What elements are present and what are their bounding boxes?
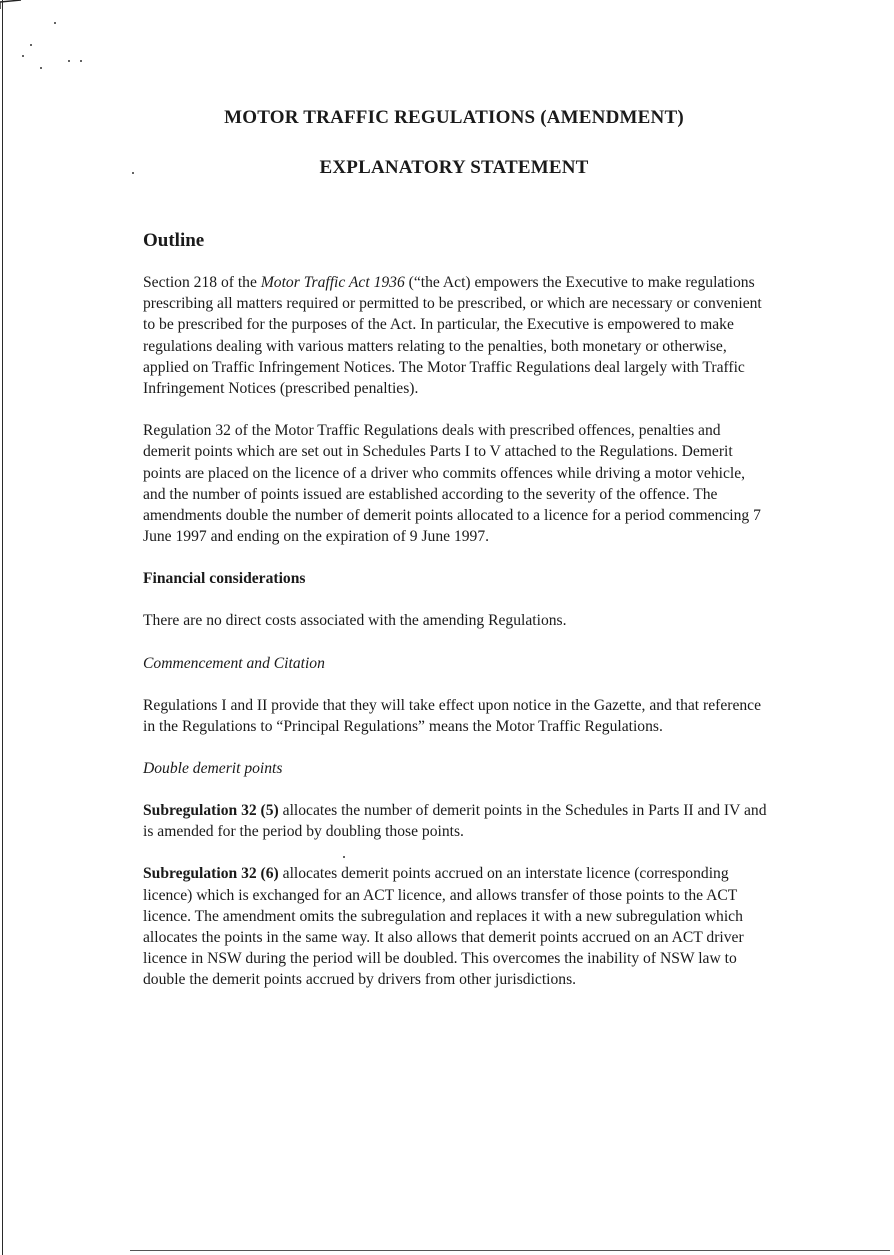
subregulation-5-lead: Subregulation 32 (5): [143, 802, 279, 820]
para1-before: Section 218 of the: [143, 274, 261, 291]
outline-paragraph-2: Regulation 32 of the Motor Traffic Regulations deals with prescribed offences, penalties and demerit points which are set out in Schedules Parts I to V attached to the Regulations. Demerit points are placed on the licence of a driver who commits offences while driving a motor vehicle, and the number of points issued are established according to the severity of the offence. The amendments double the number of demerit points allocated to a licence for a period commencing 7 June 1997 and ending on the expiration of 9 June 1997.: [143, 422, 761, 546]
scan-speck: [80, 60, 82, 62]
scan-speck: [54, 22, 56, 24]
document-subtitle: EXPLANATORY STATEMENT: [319, 157, 589, 178]
document-body: [143, 229, 768, 1012]
subregulation-5-paragraph: [143, 800, 768, 842]
scan-bottom-edge: [130, 1250, 890, 1251]
scan-speck: [30, 44, 32, 46]
double-demerit-heading: Double demerit points: [143, 760, 283, 778]
subregulation-6-paragraph: [143, 863, 768, 990]
scan-speck: [22, 55, 24, 57]
commencement-heading: Commencement and Citation: [143, 654, 325, 672]
subregulation-6-text: allocates demerit points accrued on an interstate licence (corresponding licence) which is exchanged for an ACT licence, and allows transfer of those points to the ACT licence. The amendment omits the subregulation and replaces it with a new subregulation which allocates the points in the same way. It also allows that demerit points accrued on an ACT driver licence in NSW during the period will be doubled. This overcomes the inability of NSW law to double the demerit points accrued by drivers from other jurisdictions.: [143, 865, 744, 989]
commencement-text: Regulations I and II provide that they will take effect upon notice in the Gazette, and that reference in the Regulations to “Principal Regulations” means the Motor Traffic Regulations.: [143, 696, 762, 735]
document-title: MOTOR TRAFFIC REGULATIONS (AMENDMENT): [224, 107, 684, 128]
scan-corner-mark: [0, 0, 22, 10]
financial-heading: Financial considerations: [143, 570, 306, 588]
subregulation-5-text: allocates the number of demerit points in the Schedules in Parts II and IV and is amended for the period by doubling those points.: [143, 802, 767, 841]
scan-speck: [40, 67, 42, 69]
outline-heading: Outline: [143, 230, 205, 251]
scan-left-edge: [2, 0, 3, 1255]
para1-after: (“the Act) empowers the Executive to make regulations prescribing all matters required or permitted to be prescribed, or which are necessary or convenient to be prescribed for the purposes of the Act. In particular, the Executive is empowered to make regulations dealing with various matters relating to the penalties, both monetary or otherwise, applied on Traffic Infringement Notices. The Motor Traffic Regulations deal largely with Traffic Infringement Notices (prescribed penalties).: [143, 274, 762, 398]
act-name: Motor Traffic Act 1936: [260, 274, 405, 291]
subregulation-6-lead: Subregulation 32 (6): [143, 865, 279, 883]
outline-paragraph-1: [143, 272, 768, 399]
scan-speck: [68, 60, 70, 62]
financial-text: There are no direct costs associated with the amending Regulations.: [143, 612, 567, 630]
